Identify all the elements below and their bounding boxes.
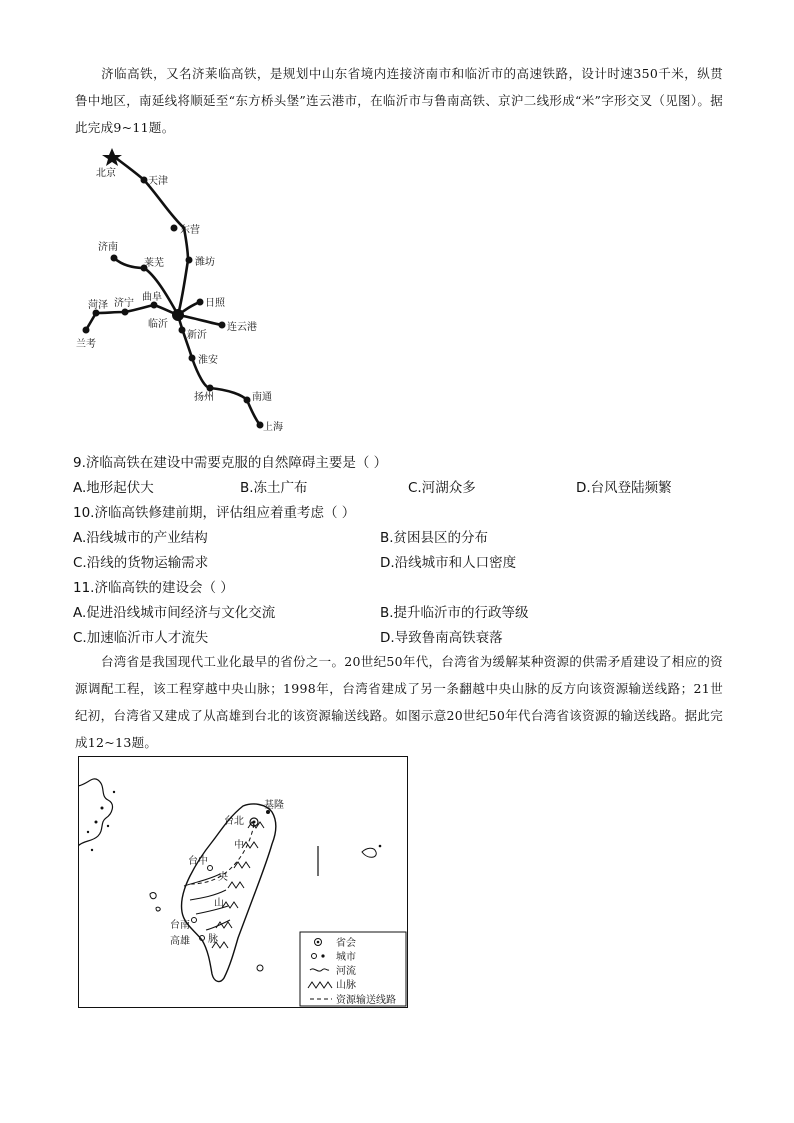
legend-route-label: 资源输送线路 xyxy=(336,995,396,1006)
station-dot xyxy=(207,385,214,392)
linyi-hub-dot xyxy=(172,309,184,321)
legend-mountain-label: 山脉 xyxy=(336,980,356,991)
legend-river-label: 河流 xyxy=(336,966,356,977)
intro-paragraph-1 xyxy=(75,60,723,141)
question-10-option-c[interactable]: C.沿线的货物运输需求 xyxy=(73,555,209,571)
station-dot xyxy=(122,309,129,316)
label-tainan: 台南 xyxy=(170,920,190,931)
label-heze: 菏泽 xyxy=(88,300,108,311)
label-rizhao: 日照 xyxy=(205,298,225,309)
label-mountain-2: 央 xyxy=(218,872,228,883)
question-9-stem: 9.济临高铁在建设中需要克服的自然障碍主要是（ ） xyxy=(73,455,388,471)
rail-line-linyi-lianyungang xyxy=(178,315,222,325)
intro-text-1: 济临高铁，又名济莱临高铁，是规划中山东省境内连接济南市和临沂市的高速铁路，设计时速350千米，纵贯鲁中地区，南延线将顺延至“东方桥头堡”连云港市，在临沂市与鲁南高铁、京沪二线形成“米”字形交叉（见图）。据此完成9~11题。 xyxy=(75,66,723,135)
label-taizhong: 台中 xyxy=(188,856,208,867)
question-11-option-b[interactable]: B.提升临沂市的行政等级 xyxy=(380,605,529,621)
label-yangzhou: 扬州 xyxy=(194,392,214,403)
question-10-option-a[interactable]: A.沿线城市的产业结构 xyxy=(73,530,208,546)
railway-map xyxy=(70,140,310,440)
label-jilong: 基隆 xyxy=(264,800,284,811)
station-dot xyxy=(83,327,90,334)
taiwan-map xyxy=(78,756,408,1008)
label-taibei: 台北 xyxy=(224,816,244,827)
station-dot xyxy=(244,397,251,404)
label-xinyi: 新沂 xyxy=(187,330,207,341)
question-9-option-c[interactable]: C.河湖众多 xyxy=(408,480,476,496)
station-dot xyxy=(111,255,118,262)
question-11-stem: 11.济临高铁的建设会（ ） xyxy=(73,580,234,596)
label-beijing: 北京 xyxy=(96,168,116,179)
rail-line-beijing-shanghai xyxy=(112,155,260,425)
intro-text-2: 台湾省是我国现代工业化最早的省份之一。20世纪50年代，台湾省为缓解某种资源的供需矛盾建设了相应的资源调配工程，该工程穿越中央山脉；1998年，台湾省建成了另一条翻越中央山脉的反方向该资源输送线路；21世纪初，台湾省又建成了从高雄到台北的该资源输送线路。如图示意20世纪50年代台湾省该资源的输送线路。据此完成12~13题。 xyxy=(75,654,723,750)
station-dot xyxy=(179,327,186,334)
station-dot xyxy=(141,177,148,184)
label-qufu: 曲阜 xyxy=(142,292,162,303)
question-10-option-b[interactable]: B.贫困县区的分布 xyxy=(380,530,489,546)
question-11-option-a[interactable]: A.促进沿线城市间经济与文化交流 xyxy=(73,605,276,621)
map-legend xyxy=(300,932,406,1006)
question-9-option-b[interactable]: B.冻土广布 xyxy=(240,480,308,496)
label-nantong: 南通 xyxy=(252,392,272,403)
label-laiwu: 莱芜 xyxy=(144,258,164,269)
legend-capital-label: 省会 xyxy=(336,938,356,949)
question-10-stem: 10.济临高铁修建前期，评估组应着重考虑（ ） xyxy=(73,505,356,521)
label-gaoxiong: 高雄 xyxy=(170,936,190,947)
question-9-option-d[interactable]: D.台风登陆频繁 xyxy=(576,480,672,496)
label-weifang: 潍坊 xyxy=(195,257,215,268)
label-shanghai: 上海 xyxy=(263,422,283,433)
question-11-option-d[interactable]: D.导致鲁南高铁衰落 xyxy=(380,630,503,646)
label-linyi: 临沂 xyxy=(148,319,168,330)
label-lankao: 兰考 xyxy=(76,339,96,350)
intro-paragraph-2 xyxy=(75,648,723,756)
label-mountain-4: 脉 xyxy=(208,934,218,945)
question-11-option-c[interactable]: C.加速临沂市人才流失 xyxy=(73,630,209,646)
station-dot xyxy=(219,322,226,329)
station-dot xyxy=(197,299,204,306)
station-dot xyxy=(171,225,178,232)
label-huaian: 淮安 xyxy=(198,355,218,366)
beijing-star-icon xyxy=(102,148,122,166)
label-mountain-1: 中 xyxy=(234,840,244,851)
label-tianjin: 天津 xyxy=(148,176,168,187)
label-dongying: 东营 xyxy=(180,225,200,236)
station-dot xyxy=(189,355,196,362)
label-jining: 济宁 xyxy=(114,298,134,309)
legend-city-label: 城市 xyxy=(336,952,356,963)
label-jinan: 济南 xyxy=(98,242,118,253)
label-mountain-3: 山 xyxy=(214,898,224,909)
question-9-option-a[interactable]: A.地形起伏大 xyxy=(73,480,154,496)
label-lianyungang: 连云港 xyxy=(227,322,257,333)
station-dot xyxy=(186,257,193,264)
question-10-option-d[interactable]: D.沿线城市和人口密度 xyxy=(380,555,517,571)
